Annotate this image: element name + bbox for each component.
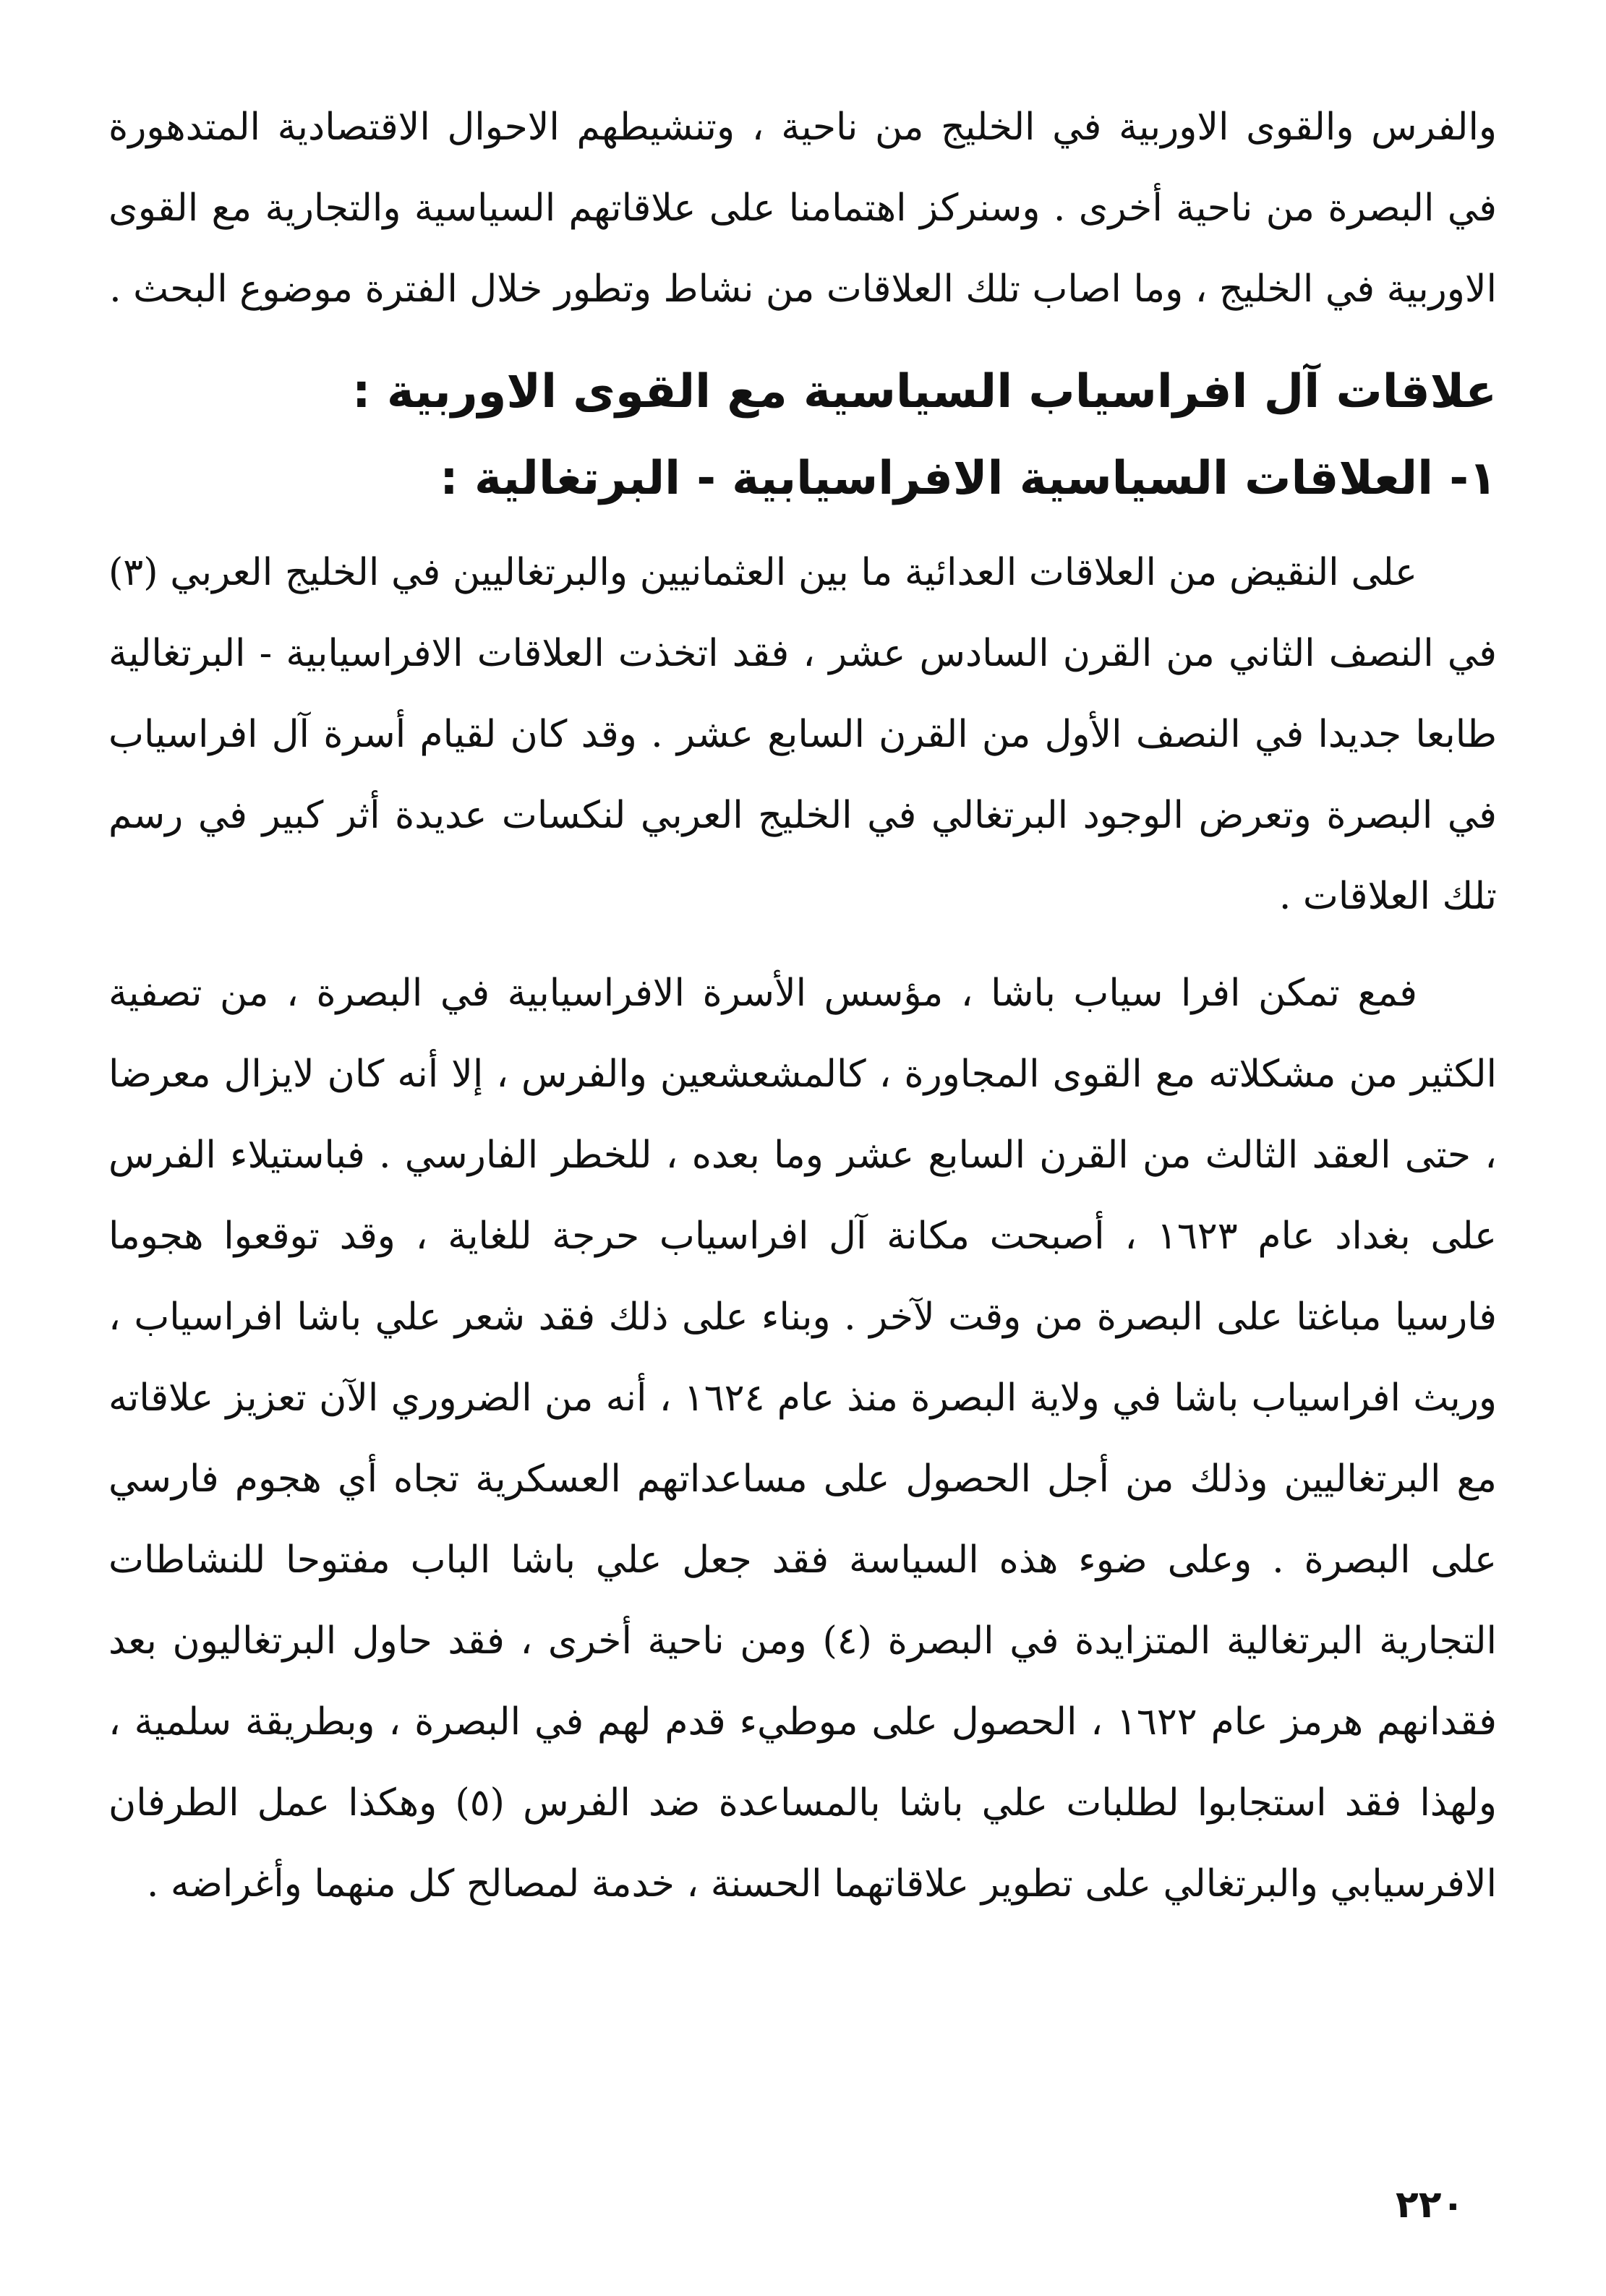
page-number: ٢٢٠ <box>1396 2183 1465 2227</box>
intro-text: والفرس والقوى الاوربية في الخليج من ناحية ، وتنشيطهم الاحوال الاقتصادية المتدهورة في البصرة من ناحية أخرى . وسنركز اهتمامنا على علاقاتهم السياسية والتجارية مع القوى الاوربية في الخليج ، وما اصاب تلك العلاقات من نشاط وتطور خلال الفترة موضوع البحث . <box>108 106 1497 311</box>
subsection-heading: ١- العلاقات السياسية الافراسيابية - البرتغالية : <box>440 452 1497 505</box>
section-heading: علاقات آل افراسياب السياسية مع القوى الاوربية : <box>351 365 1497 419</box>
paragraph-2-text: فمع تمكن افرا سياب باشا ، مؤسس الأسرة الافراسيابية في البصرة ، من تصفية الكثير من مشكلاته مع القوى المجاورة ، كالمشعشعين والفرس ، إلا أنه كان لايزال معرضا ، حتى العقد الثالث من القرن السابع عشر وما بعده ، للخطر الفارسي . فباستيلاء الفرس على بغداد عام ١٦٢٣ ، أصبحت مكانة آل افراسياب حرجة للغاية ، وقد توقعوا هجوما فارسيا مباغتا على البصرة من وقت لآخر . وبناء على ذلك فقد شعر علي باشا افراسياب ، وريث افراسياب باشا في ولاية البصرة منذ عام ١٦٢٤ ، أنه من الضروري الآن تعزيز علاقاته مع البرتغاليين وذلك من أجل الحصول على مساعداتهم العسكرية تجاه أي هجوم فارسي على البصرة . وعلى ضوء هذه السياسة فقد جعل علي باشا الباب مفتوحا للنشاطات التجارية البرتغالية المتزايدة في البصرة (٤) ومن ناحية أخرى ، فقد حاول البرتغاليون بعد فقدانهم هرمز عام ١٦٢٢ ، الحصول على موطيء قدم لهم في البصرة ، وبطريقة سلمية ، ولهذا فقد استجابوا لطلبات علي باشا بالمساعدة ضد الفرس (٥) وهكذا عمل الطرفان الافرسيابي والبرتغالي على تطوير علاقاتهما الحسنة ، خدمة لمصالح كل منهما وأغراضه . <box>108 972 1498 1906</box>
paragraph-1-text: على النقيض من العلاقات العدائية ما بين العثمانيين والبرتغاليين في الخليج العربي (٣) في النصف الثاني من القرن السادس عشر ، فقد اتخذت العلاقات الافراسيابية - البرتغالية طابعا جديدا في النصف الأول من القرن السابع عشر . وقد كان لقيام أسرة آل افراسياب في البصرة وتعرض الوجود البرتغالي في الخليج العربي لنكسات عديدة أثر كبير في رسم تلك العلاقات . <box>108 551 1497 918</box>
intro-paragraph <box>108 87 1497 330</box>
document-page <box>108 87 1497 2227</box>
paragraph-2 <box>108 953 1497 1924</box>
paragraph-1 <box>108 532 1497 937</box>
